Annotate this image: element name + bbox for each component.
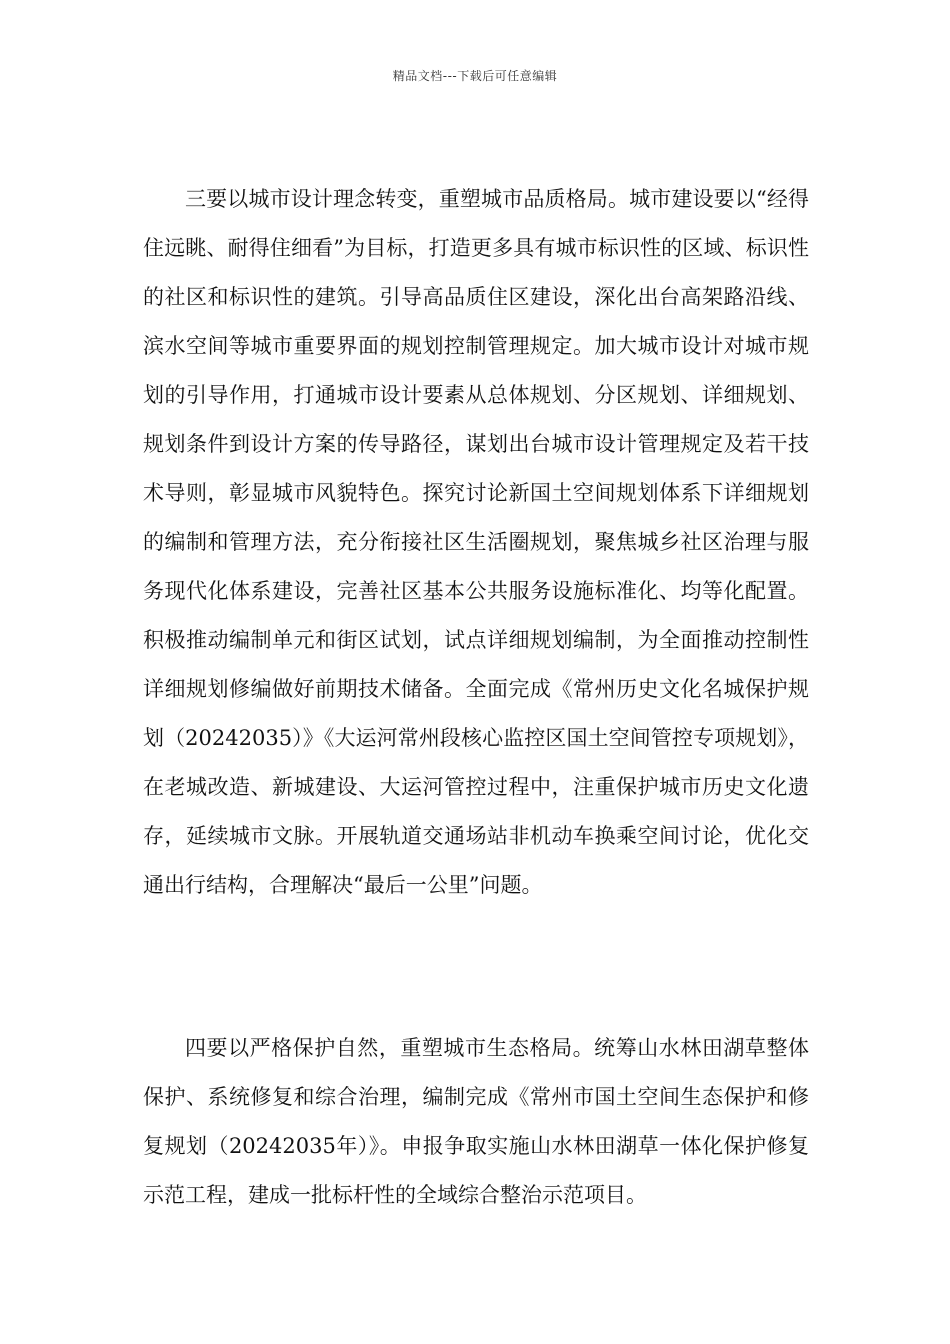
page-header: 精品文档---下载后可任意编辑 bbox=[392, 69, 558, 83]
paragraph-urban-design: 三要以城市设计理念转变，重塑城市品质格局。城市建设要以“经得住远眺、耐得住细看”为目标，打造更多具有城市标识性的区域、标识性的社区和标识性的建筑。引导高品质住区建设，深化出台高架路沿线、滨水空间等城市重要界面的规划控制管理规定。加大城市设计对城市规划的引导作用，打通城市设计要素从总体规划、分区规划、详细规划、规划条件到设计方案的传导路径，谋划出台城市设计管理规定及若干技术导则，彰显城市风貌特色。探究讨论新国土空间规划体系下详细规划的编制和管理方法，充分衔接社区生活圈规划，聚焦城乡社区治理与服务现代化体系建设，完善社区基本公共服务设施标准化、均等化配置。积极推动编制单元和街区试划，试点详细规划编制，为全面推动控制性详细规划修编做好前期技术储备。全面完成《常州历史文化名城保护规划（20242035）》《大运河常州段核心监控区国土空间管控专项规划》，在老城改造、新城建设、大运河管控过程中，注重保护城市历史文化遗存，延续城市文脉。开展轨道交通场站非机动车换乘空间讨论，优化交通出行结构，合理解决“最后一公里”问题。 bbox=[143, 187, 809, 897]
paragraph-block-2 bbox=[143, 1024, 809, 1220]
paragraph-ecology: 四要以严格保护自然，重塑城市生态格局。统筹山水林田湖草整体保护、系统修复和综合治理，编制完成《常州市国土空间生态保护和修复规划（20242035年）》。申报争取实施山水林田湖草一体化保护修复示范工程，建成一批标杆性的全域综合整治示范项目。 bbox=[143, 1036, 809, 1207]
paragraph-block-1 bbox=[143, 175, 809, 910]
